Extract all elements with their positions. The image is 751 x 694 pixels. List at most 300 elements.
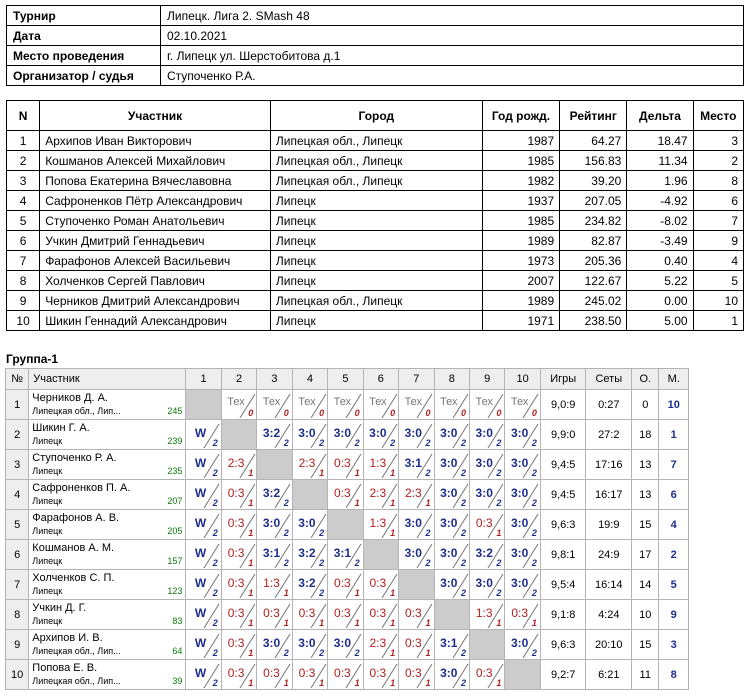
player-index: 1	[6, 390, 29, 420]
player-rating: 123	[167, 586, 183, 596]
match-cell	[363, 480, 398, 510]
player-rating: 245	[167, 406, 183, 416]
place-cell: 9	[659, 600, 689, 630]
match-points: 1	[425, 678, 431, 688]
table-cell: Липецк	[270, 271, 482, 291]
table-cell: 7	[7, 251, 40, 271]
col-opponent: 10	[505, 369, 540, 390]
match-cell	[221, 480, 256, 510]
table-cell: Кошманов Алексей Михайлович	[40, 151, 271, 171]
player-rating: 207	[167, 496, 183, 506]
player-name: Попова Е. В.	[32, 662, 98, 674]
table-cell: 5	[693, 271, 743, 291]
match-cell	[363, 660, 398, 690]
match-points: 2	[212, 618, 218, 628]
match-points: 0	[531, 408, 537, 418]
match-points: 1	[425, 498, 431, 508]
match-cell	[292, 570, 327, 600]
match-cell	[257, 420, 292, 450]
match-cell	[221, 600, 256, 630]
match-points: 1	[283, 618, 289, 628]
place-cell: 6	[659, 480, 689, 510]
table-cell: 1985	[482, 151, 559, 171]
col-num: №	[6, 369, 29, 390]
player-city: Липецк	[32, 526, 63, 536]
match-points: 2	[531, 558, 537, 568]
col-opponent: 2	[221, 369, 256, 390]
table-cell: 7	[693, 211, 743, 231]
table-cell: 10	[7, 311, 40, 331]
match-cell	[399, 600, 434, 630]
player-name: Архипов И. В.	[32, 632, 103, 644]
match-cell	[221, 540, 256, 570]
diagonal-cell	[292, 480, 327, 510]
match-score: 3:0	[262, 516, 281, 530]
info-key: Место проведения	[7, 46, 161, 66]
match-score: W	[194, 426, 207, 440]
player-cell	[29, 390, 186, 420]
match-score: 3:0	[404, 516, 422, 530]
participants-table	[6, 100, 744, 331]
match-cell	[434, 570, 469, 600]
match-points: 2	[354, 558, 360, 568]
match-score: 3:2	[298, 576, 316, 590]
match-points: 1	[496, 678, 502, 688]
match-score: 0:3	[298, 666, 316, 680]
match-cell	[257, 600, 292, 630]
match-cell	[292, 630, 327, 660]
match-score: 3:0	[475, 426, 493, 440]
match-points: 2	[460, 468, 466, 478]
match-cell	[399, 480, 434, 510]
match-points: 2	[319, 588, 325, 598]
match-points: 2	[354, 438, 360, 448]
match-cell	[292, 540, 327, 570]
column-header: N	[7, 101, 40, 131]
match-score: W	[194, 516, 207, 530]
sets-cell: 16:17	[586, 480, 632, 510]
match-cell	[363, 420, 398, 450]
table-row	[7, 291, 744, 311]
match-points: 2	[531, 438, 537, 448]
match-points: 2	[212, 678, 218, 688]
match-points: 2	[460, 588, 466, 598]
match-cell	[434, 450, 469, 480]
match-points: 2	[531, 588, 537, 598]
group-row	[6, 660, 689, 690]
col-points: О.	[632, 369, 659, 390]
points-cell: 15	[632, 510, 659, 540]
match-points: 1	[319, 468, 325, 478]
match-score: 0:3	[227, 546, 245, 560]
match-score: 0:3	[475, 516, 493, 530]
diagonal-cell	[363, 540, 398, 570]
table-row	[7, 191, 744, 211]
match-score: 0:3	[334, 576, 351, 590]
match-cell	[186, 570, 221, 600]
match-cell	[505, 540, 540, 570]
match-cell	[505, 450, 540, 480]
match-score: 0:3	[369, 576, 387, 590]
table-cell: 207.05	[560, 191, 627, 211]
match-cell	[469, 600, 504, 630]
match-cell	[221, 630, 256, 660]
table-cell: 156.83	[560, 151, 627, 171]
column-header: Город	[270, 101, 482, 131]
match-cell	[505, 630, 540, 660]
match-points: 1	[319, 618, 325, 628]
player-rating: 83	[172, 616, 183, 626]
match-cell	[363, 630, 398, 660]
points-cell: 0	[632, 390, 659, 420]
match-points: 1	[390, 468, 396, 478]
col-opponent: 6	[363, 369, 398, 390]
match-score: 0:3	[369, 606, 387, 620]
table-cell: 1987	[482, 131, 559, 151]
match-points: 1	[248, 588, 254, 598]
place-cell: 1	[659, 420, 689, 450]
table-row	[7, 151, 744, 171]
match-cell	[469, 540, 504, 570]
info-value: Ступоченко Р.А.	[161, 66, 744, 86]
info-row	[7, 66, 744, 86]
player-index: 8	[6, 600, 29, 630]
match-score: W	[194, 456, 207, 470]
match-points: 2	[319, 438, 325, 448]
match-cell	[292, 450, 327, 480]
match-score: 0:3	[227, 666, 245, 680]
match-cell	[257, 540, 292, 570]
table-cell: Липецк	[270, 231, 482, 251]
player-index: 9	[6, 630, 29, 660]
match-score: Тех	[369, 396, 387, 408]
games-cell: 9,2:7	[540, 660, 586, 690]
match-score: 3:1	[333, 546, 352, 560]
player-cell	[29, 570, 186, 600]
match-score: 2:3	[298, 456, 316, 470]
match-points: 2	[212, 528, 218, 538]
col-opponent: 7	[399, 369, 434, 390]
table-cell: 5	[7, 211, 40, 231]
match-score: 1:3	[369, 456, 387, 470]
match-points: 1	[496, 618, 502, 628]
match-cell	[469, 450, 504, 480]
table-cell: Липецкая обл., Липецк	[270, 151, 482, 171]
table-cell: -8.02	[627, 211, 693, 231]
match-score: 3:0	[440, 486, 458, 500]
match-points: 2	[460, 498, 466, 508]
match-cell	[328, 480, 363, 510]
table-cell: Фарафонов Алексей Васильевич	[40, 251, 271, 271]
match-score: 0:3	[227, 486, 245, 500]
match-points: 2	[460, 648, 466, 658]
match-score: 3:0	[510, 456, 529, 470]
match-cell	[434, 510, 469, 540]
points-cell: 18	[632, 420, 659, 450]
match-score: 0:3	[475, 666, 493, 680]
games-cell: 9,0:9	[540, 390, 586, 420]
match-points: 1	[354, 618, 360, 628]
player-city: Липецк	[32, 616, 63, 626]
place-cell: 8	[659, 660, 689, 690]
group-title: Группа-1	[6, 352, 59, 366]
sets-cell: 0:27	[586, 390, 632, 420]
match-score: 0:3	[404, 666, 422, 680]
match-points: 2	[212, 588, 218, 598]
match-cell	[434, 630, 469, 660]
match-score: 0:3	[227, 636, 245, 650]
games-cell: 9,8:1	[540, 540, 586, 570]
player-name: Кошманов А. М.	[32, 542, 115, 554]
table-cell: Учкин Дмитрий Геннадьевич	[40, 231, 271, 251]
match-points: 0	[425, 408, 431, 418]
match-score: 0:3	[334, 606, 351, 620]
match-points: 2	[531, 648, 537, 658]
table-cell: 18.47	[627, 131, 693, 151]
match-score: 1:3	[369, 516, 387, 530]
match-points: 1	[248, 648, 254, 658]
info-key: Дата	[7, 26, 161, 46]
match-score: 0:3	[298, 606, 316, 620]
group-row	[6, 570, 689, 600]
sets-cell: 16:14	[586, 570, 632, 600]
table-cell: 3	[693, 131, 743, 151]
sets-cell: 6:21	[586, 660, 632, 690]
player-index: 3	[6, 450, 29, 480]
match-points: 2	[496, 558, 502, 568]
group-row	[6, 450, 689, 480]
player-cell	[29, 540, 186, 570]
games-cell: 9,4:5	[540, 480, 586, 510]
match-points: 1	[248, 468, 254, 478]
table-cell: Липецкая обл., Липецк	[270, 291, 482, 311]
column-header: Место	[693, 101, 743, 131]
match-points: 2	[283, 498, 289, 508]
match-cell	[257, 480, 292, 510]
player-city: Липецк	[32, 586, 63, 596]
match-points: 1	[390, 528, 396, 538]
place-cell: 10	[659, 390, 689, 420]
col-sets: Сеты	[586, 369, 632, 390]
col-name: Участник	[29, 369, 186, 390]
match-score: 3:0	[298, 516, 316, 530]
table-cell: 234.82	[560, 211, 627, 231]
match-points: 2	[319, 558, 325, 568]
match-score: 2:3	[369, 486, 387, 500]
match-cell	[399, 630, 434, 660]
match-score: 3:0	[440, 666, 458, 680]
group-row	[6, 420, 689, 450]
table-cell: 9	[7, 291, 40, 311]
match-score: Тех	[227, 396, 245, 408]
diagonal-cell	[505, 660, 540, 690]
match-score: 3:0	[510, 546, 529, 560]
match-points: 1	[283, 588, 289, 598]
diagonal-cell	[434, 600, 469, 630]
match-cell	[221, 660, 256, 690]
col-opponent: 1	[186, 369, 221, 390]
group-row	[6, 480, 689, 510]
match-cell	[469, 570, 504, 600]
match-points: 2	[425, 438, 431, 448]
match-cell	[469, 390, 504, 420]
table-cell: 4	[7, 191, 40, 211]
match-points: 1	[248, 498, 254, 508]
match-points: 1	[496, 528, 502, 538]
match-points: 2	[319, 648, 325, 658]
match-cell	[221, 450, 256, 480]
match-cell	[257, 630, 292, 660]
table-cell: 6	[7, 231, 40, 251]
match-score: 3:2	[262, 426, 281, 440]
player-cell	[29, 660, 186, 690]
match-cell	[186, 600, 221, 630]
match-cell	[505, 420, 540, 450]
info-row	[7, 6, 744, 26]
info-row	[7, 26, 744, 46]
column-header: Год рожд.	[482, 101, 559, 131]
match-cell	[186, 660, 221, 690]
player-city: Липецк	[32, 496, 63, 506]
games-cell: 9,6:3	[540, 630, 586, 660]
table-cell: 245.02	[560, 291, 627, 311]
match-score: 0:3	[511, 606, 528, 620]
match-points: 0	[390, 408, 396, 418]
match-score: W	[194, 606, 207, 620]
match-points: 2	[283, 558, 289, 568]
match-score: 0:3	[227, 516, 245, 530]
table-cell: Липецк	[270, 311, 482, 331]
match-points: 2	[425, 528, 431, 538]
player-rating: 39	[172, 676, 183, 686]
match-points: 1	[390, 498, 396, 508]
match-score: 0:3	[227, 606, 245, 620]
diagonal-cell	[257, 450, 292, 480]
match-cell	[328, 660, 363, 690]
table-cell: 1937	[482, 191, 559, 211]
sets-cell: 19:9	[586, 510, 632, 540]
player-rating: 205	[167, 526, 183, 536]
match-points: 2	[283, 438, 289, 448]
match-cell	[363, 510, 398, 540]
match-cell	[399, 420, 434, 450]
table-cell: 2007	[482, 271, 559, 291]
match-cell	[257, 660, 292, 690]
player-cell	[29, 630, 186, 660]
table-cell: -4.92	[627, 191, 693, 211]
match-cell	[186, 630, 221, 660]
table-cell: Липецкая обл., Липецк	[270, 171, 482, 191]
table-cell: Липецк	[270, 191, 482, 211]
match-cell	[328, 540, 363, 570]
place-cell: 7	[659, 450, 689, 480]
points-cell: 14	[632, 570, 659, 600]
match-cell	[257, 390, 292, 420]
match-score: 3:0	[510, 576, 529, 590]
table-cell: 9	[693, 231, 743, 251]
match-cell	[328, 570, 363, 600]
match-points: 2	[425, 468, 431, 478]
column-header: Участник	[40, 101, 271, 131]
match-points: 2	[212, 648, 218, 658]
diagonal-cell	[469, 630, 504, 660]
table-cell: 11.34	[627, 151, 693, 171]
match-score: 3:0	[440, 546, 458, 560]
match-cell	[292, 660, 327, 690]
table-cell: Липецк	[270, 251, 482, 271]
match-points: 2	[390, 438, 396, 448]
match-score: 3:0	[369, 426, 387, 440]
match-cell	[399, 390, 434, 420]
table-cell: 64.27	[560, 131, 627, 151]
table-cell: 122.67	[560, 271, 627, 291]
table-cell: 4	[693, 251, 743, 271]
sets-cell: 17:16	[586, 450, 632, 480]
match-points: 2	[460, 678, 466, 688]
match-score: 3:0	[298, 426, 316, 440]
table-cell: 1985	[482, 211, 559, 231]
match-score: 3:0	[475, 456, 493, 470]
info-value: Липецк. Лига 2. SMash 48	[161, 6, 744, 26]
match-points: 1	[354, 588, 360, 598]
match-points: 2	[496, 498, 502, 508]
points-cell: 15	[632, 630, 659, 660]
group-row	[6, 540, 689, 570]
info-row	[7, 46, 744, 66]
match-points: 0	[319, 408, 325, 418]
player-city: Липецкая обл., Лип...	[32, 406, 121, 416]
match-score: 0:3	[404, 606, 422, 620]
match-cell	[363, 570, 398, 600]
match-points: 0	[248, 408, 254, 418]
match-cell	[469, 660, 504, 690]
match-points: 0	[460, 408, 466, 418]
table-cell: 0.40	[627, 251, 693, 271]
match-points: 1	[248, 558, 254, 568]
match-score: 2:3	[227, 456, 245, 470]
match-score: 3:0	[440, 426, 458, 440]
table-row	[7, 211, 744, 231]
player-rating: 239	[167, 436, 183, 446]
group-row	[6, 600, 689, 630]
match-cell	[328, 420, 363, 450]
match-cell	[399, 450, 434, 480]
match-points: 1	[283, 678, 289, 688]
match-cell	[221, 390, 256, 420]
table-cell: 2	[7, 151, 40, 171]
match-points: 2	[531, 528, 537, 538]
match-score: 3:2	[262, 486, 281, 500]
info-value: 02.10.2021	[161, 26, 744, 46]
match-points: 2	[212, 468, 218, 478]
match-score: Тех	[333, 396, 352, 408]
match-points: 2	[531, 468, 537, 478]
table-cell: 1971	[482, 311, 559, 331]
player-name: Черников Д. А.	[32, 392, 108, 404]
table-cell: Попова Екатерина Вячеславовна	[40, 171, 271, 191]
diagonal-cell	[399, 570, 434, 600]
match-score: Тех	[510, 396, 529, 408]
table-cell: 1973	[482, 251, 559, 271]
sets-cell: 27:2	[586, 420, 632, 450]
place-cell: 5	[659, 570, 689, 600]
table-row	[7, 271, 744, 291]
match-score: W	[194, 576, 207, 590]
table-cell: 8	[693, 171, 743, 191]
match-score: 0:3	[334, 486, 351, 500]
match-score: 0:3	[334, 666, 351, 680]
match-score: W	[194, 486, 207, 500]
